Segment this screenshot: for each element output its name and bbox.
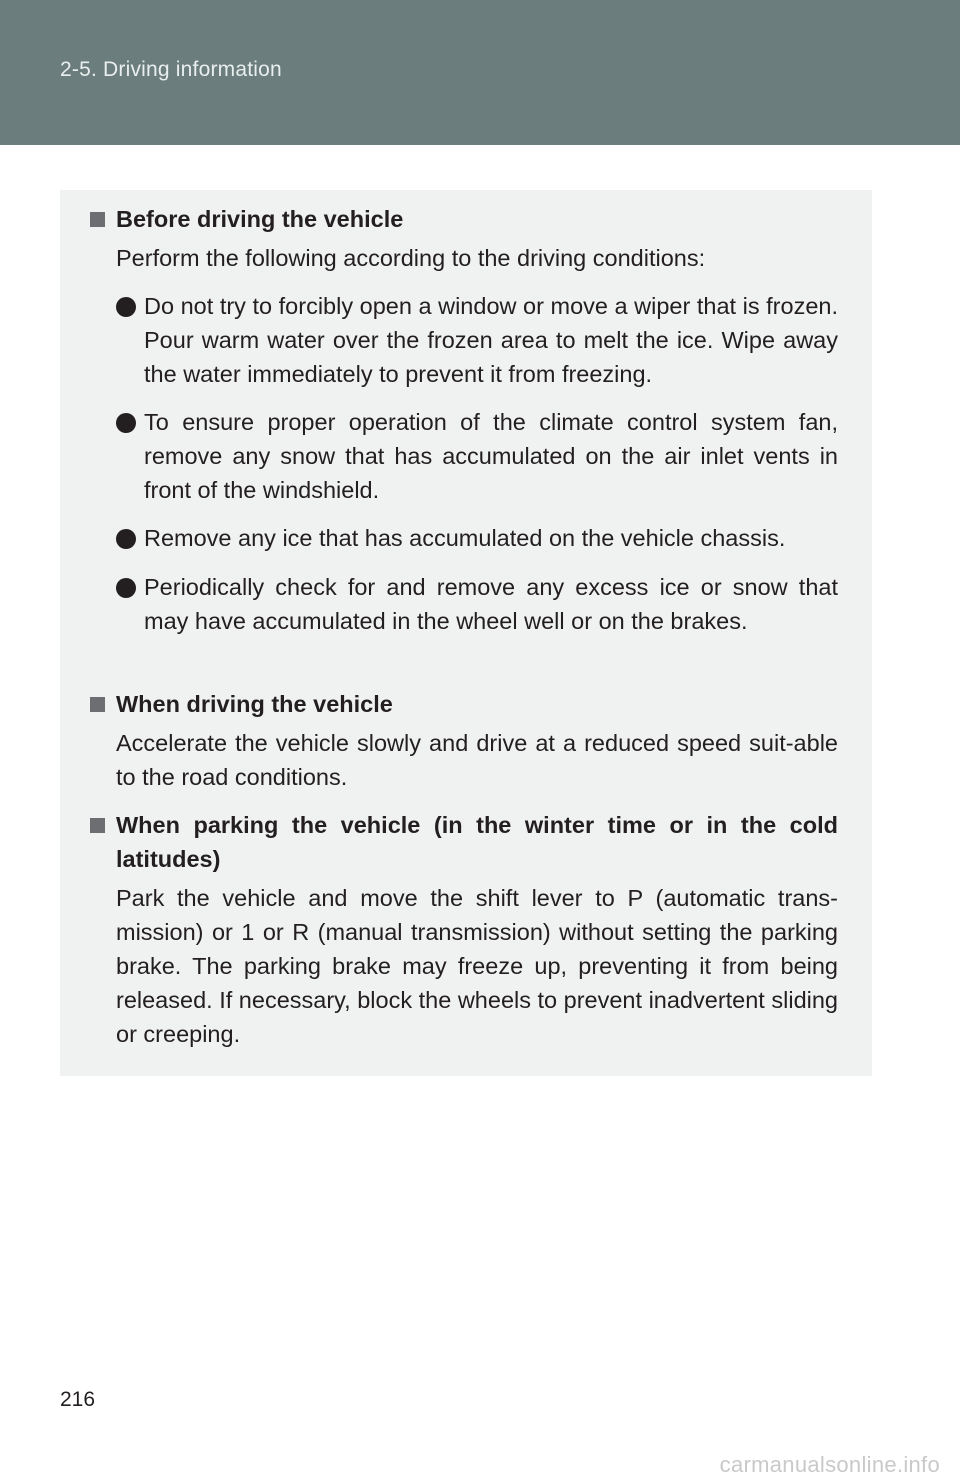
bullet-dot — [116, 413, 136, 433]
bullet-item-frozen-window: Do not try to forcibly open a window or move a wiper that is frozen. Pour warm water over the frozen area to melt the ice. Wipe away the water immediately to prevent it from freezing. — [144, 293, 838, 387]
bullet-dot — [116, 578, 136, 598]
bullet-item-wheel-well: Periodically check for and remove any excess ice or snow that may have accumulated in the wheel well or on the brakes. — [144, 574, 838, 634]
intro-before-driving: Perform the following according to the driving conditions: — [116, 245, 706, 271]
bullet-dot — [116, 297, 136, 317]
watermark: carmanualsonline.info — [719, 1452, 940, 1477]
page-number: 216 — [60, 1388, 96, 1411]
bullet-item-chassis-ice: Remove any ice that has accumulated on the vehicle chassis. — [144, 525, 786, 551]
section-square-marker — [90, 818, 105, 833]
section-square-marker — [90, 697, 105, 712]
bullet-item-climate-fan: To ensure proper operation of the climate control system fan, remove any snow that has accumulated on the air inlet vents in front of the windshield. — [144, 409, 838, 503]
content-box — [60, 190, 872, 1076]
section-title: 2-5. Driving information — [60, 58, 282, 81]
header-band — [0, 0, 960, 145]
heading-when-driving: When driving the vehicle — [116, 691, 393, 717]
heading-before-driving: Before driving the vehicle — [116, 206, 404, 232]
text-when-parking: Park the vehicle and move the shift lever to P (automatic trans-mission) or 1 or R (manual transmission) without setting the parking brake. The parking brake may freeze up, preventing it from being released. If necessary, block the wheels to prevent inadvertent sliding or creeping. — [116, 885, 838, 1047]
bullet-dot — [116, 529, 136, 549]
heading-when-parking: When parking the vehicle (in the winter time or in the cold latitudes) — [116, 812, 838, 872]
text-when-driving: Accelerate the vehicle slowly and drive at a reduced speed suit-able to the road conditions. — [116, 730, 838, 790]
section-square-marker — [90, 212, 105, 227]
